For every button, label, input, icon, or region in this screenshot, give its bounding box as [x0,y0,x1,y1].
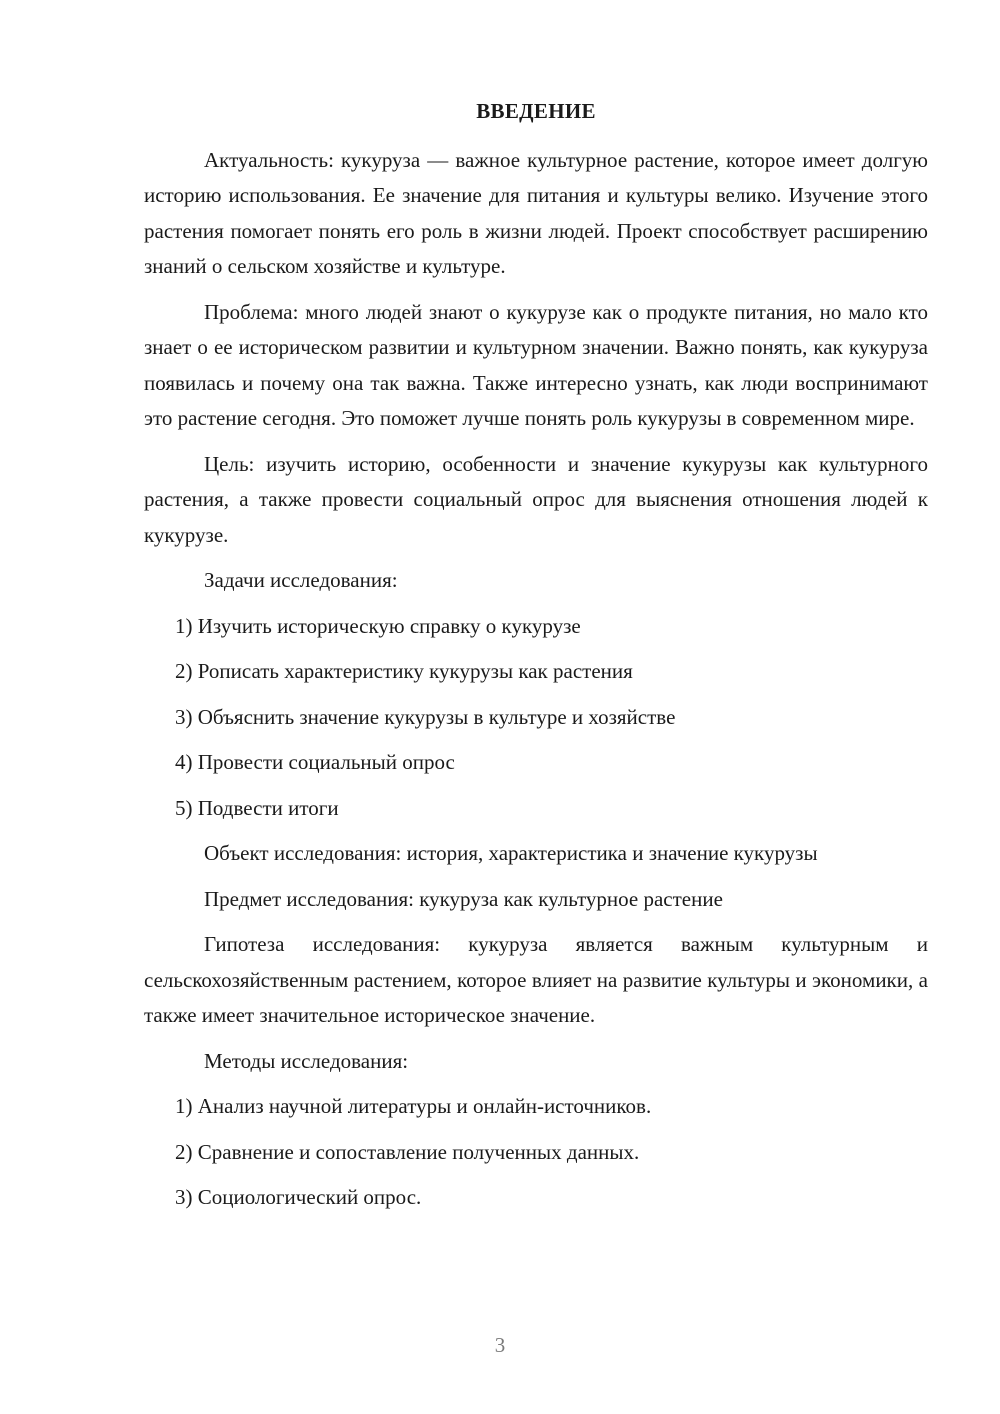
paragraph-relevance: Актуальность: кукуруза — важное культурное растение, которое имеет долгую историю использования. Ее значение для питания и культуры велико. Изучение этого растения помогает понять его роль в жизни людей. Проект способствует расширению знаний о сельском хозяйстве и культуре. [144,147,928,278]
paragraph-object: Объект исследования: история, характеристика и значение кукурузы [204,841,818,865]
task-item-2: 2) Рописать характеристику кукурузы как растения [175,659,633,683]
methods-heading: Методы исследования: [204,1048,409,1073]
paragraph-hypothesis: Гипотеза исследования: кукуруза является важным культурным и сельскохозяйственным растением, которое влияет на развитие культуры и экономики, а также имеет значительное историческое значение. [144,932,928,1027]
method-item-3: 3) Социологический опрос. [175,1185,422,1209]
tasks-list [144,609,928,827]
method-item-1: 1) Анализ научной литературы и онлайн-источников. [175,1094,652,1118]
section-title: ВВЕДЕНИЕ [476,99,596,123]
document-page [144,94,928,1226]
methods-list [144,1089,928,1216]
paragraph-subject: Предмет исследования: кукуруза как культурное растение [204,886,723,911]
task-item-5: 5) Подвести итоги [175,795,339,820]
paragraph-problem: Проблема: много людей знают о кукурузе как о продукте питания, но мало кто знает о ее историческом развитии и культурном значении. Важно понять, как кукуруза появилась и почему она так важна. Также интересно узнать, как люди воспринимают это растение сегодня. Это поможет лучше понять роль кукурузы в современном мире. [144,299,928,430]
method-item-2: 2) Сравнение и сопоставление полученных данных. [175,1139,640,1164]
task-item-3: 3) Объяснить значение кукурузы в культуре и хозяйстве [175,704,676,729]
task-item-1: 1) Изучить историческую справку о кукурузе [175,613,581,638]
tasks-heading: Задачи исследования: [204,568,398,592]
page-number: 3 [494,1333,506,1357]
paragraph-goal: Цель: изучить историю, особенности и значение кукурузы как культурного растения, а также провести социальный опрос для выяснения отношения людей к кукурузе. [144,451,928,547]
task-item-4: 4) Провести социальный опрос [175,750,455,774]
